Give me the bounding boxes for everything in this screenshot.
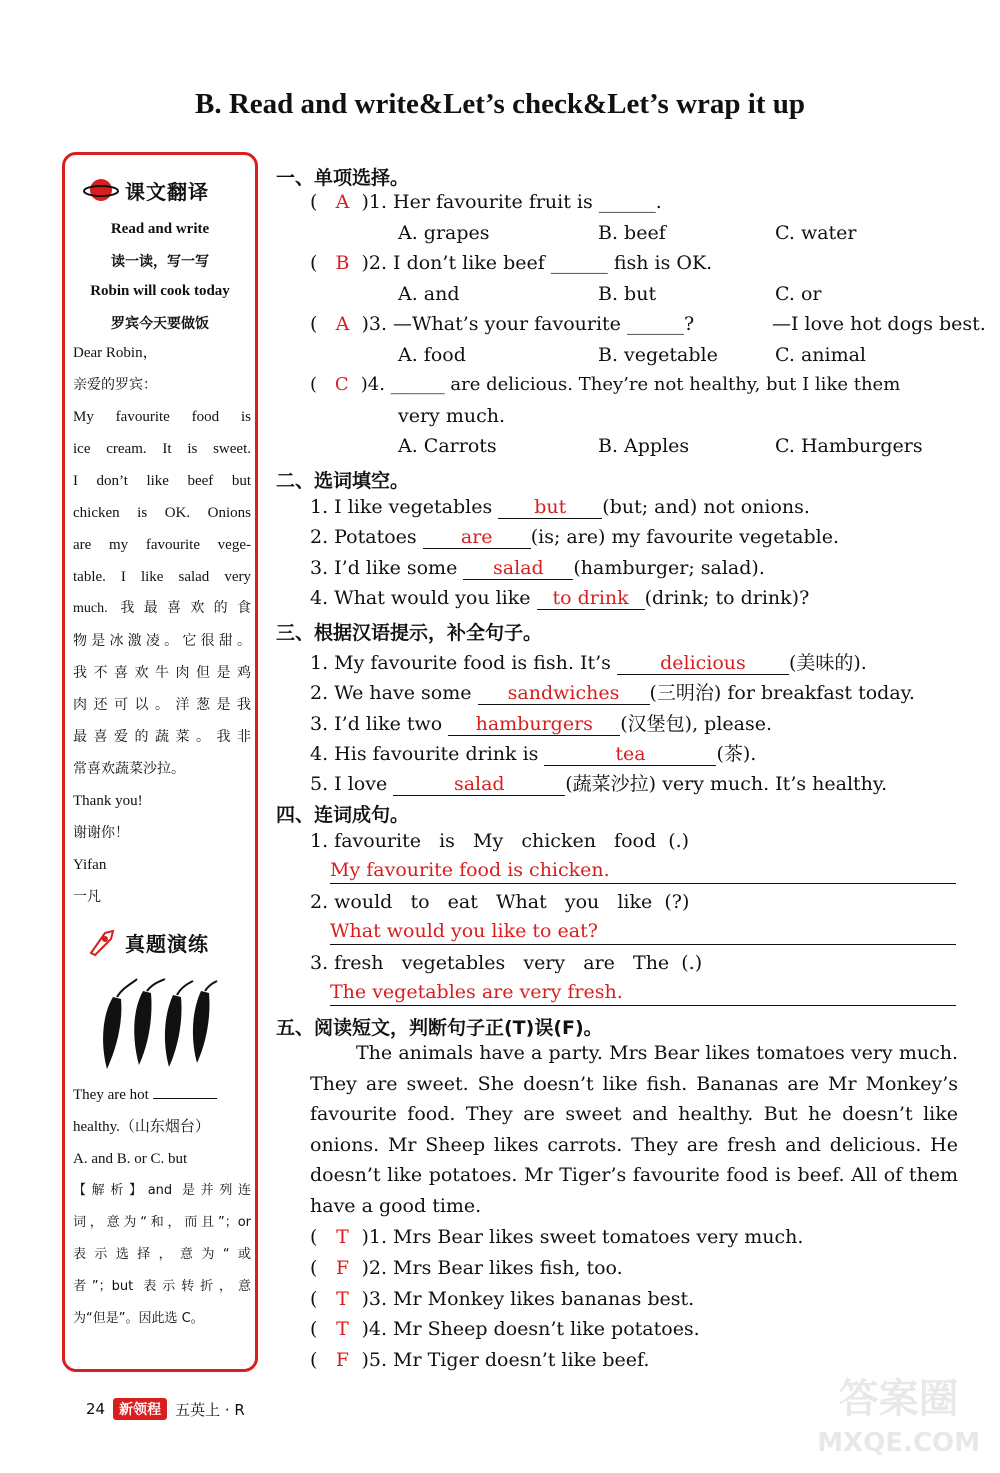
fill-prefix: 2. We have some [310,682,472,704]
judge-answer: F [335,1349,350,1371]
section-3-heading: 三、根据汉语提示，补全句子。 [276,622,543,644]
analysis-line: 【解析】and 是并列连 [73,1183,251,1198]
fill-suffix: (drink; to drink)? [644,587,810,609]
fill-prefix: 2. Potatoes [310,526,417,548]
analysis-line: 者”；but 表示转折，意 [73,1279,251,1294]
question-extra: —I love hot dogs best. [772,313,986,335]
option-a: A. food [398,344,466,366]
sidebar-sub-3: Robin will cook today [90,283,230,299]
option-c: C. or [775,283,822,305]
sentence-answer: The vegetables are very fresh. [330,981,956,1006]
exam-question-line: healthy.（山东烟台） [73,1119,210,1135]
letter-line: are my favourite vege- [73,537,251,553]
option-b: B. vegetable [598,344,718,366]
question-row: ( C )4. ______ are delicious. They’re not healthy, but I like them [310,374,901,395]
exam-question-line [73,1087,251,1103]
fill-prefix: 1. My favourite food is fish. It’s [310,652,611,674]
judge-row: ( T )4. Mr Sheep doesn’t like potatoes. [310,1318,700,1340]
question-stem: )1. Her favourite fruit is ______. [361,191,662,213]
letter-line: Dear Robin， [73,345,158,361]
judge-row: ( T )3. Mr Monkey likes bananas best. [310,1288,695,1310]
fill-suffix: (三明治) for breakfast today. [649,682,915,704]
fill-answer: salad [393,773,565,796]
page-footer [86,1398,245,1420]
letter-line: 一凡 [73,889,101,905]
section-4-heading: 四、连词成句。 [276,804,410,826]
judge-answer: F [335,1257,350,1279]
letter-line: table. I like salad very [73,569,251,585]
brand-logo: 新领程 [113,1398,167,1420]
letter-line: 常喜欢蔬菜沙拉。 [73,761,185,777]
fill-row [310,557,765,580]
letter-line: My favourite food is [73,409,251,425]
fill-prefix: 3. I’d like two [310,713,443,735]
rocket-icon [83,927,119,957]
sentence-answer: My favourite food is chicken. [330,859,956,884]
exam-heading-text: 真题演练 [125,931,209,956]
letter-line: 亲爱的罗宾： [73,377,157,393]
letter-line: 我不喜欢牛肉但是鸡 [73,665,251,681]
judge-row: ( T )1. Mrs Bear likes sweet tomatoes very much. [310,1226,804,1248]
exam-heading [83,927,209,957]
section-2-heading: 二、选词填空。 [276,470,410,492]
letter-line: ice cream. It is sweet. [73,441,251,457]
sidebar-sub-1: Read and write [110,221,210,237]
fill-suffix: (but; and) not onions. [602,496,810,518]
option-c: C. water [775,222,857,244]
question-stem: )2. I don’t like beef ______ fish is OK. [361,252,713,274]
question-row: ( A )1. Her favourite fruit is ______. [310,191,662,213]
fill-answer: delicious [617,652,789,675]
option-a: A. Carrots [398,435,497,457]
judge-answer: T [336,1288,349,1310]
watermark [817,1377,980,1465]
scrambled-words: 2. would to eat What you like (?) [310,891,690,913]
exam-options: A. and B. or C. but [73,1151,188,1167]
scrambled-words: 1. favourite is My chicken food (.) [310,830,690,852]
judge-answer: T [336,1226,349,1248]
question-cont: very much. [398,405,506,427]
fill-suffix: (茶). [716,743,757,765]
fill-prefix: 5. I love [310,773,388,795]
translation-heading-text: 课文翻译 [125,179,209,204]
page-title: B. Read and write&Let’s check&Let’s wrap it up [194,88,806,120]
sidebar-sub-4: 罗宾今天要做饭 [111,316,209,332]
sidebar-sub-2: 读一读，写一写 [111,254,209,270]
fill-answer: hamburgers [448,713,620,736]
scrambled-words: 3. fresh vegetables very are The (.) [310,952,703,974]
exam-blank [153,1098,217,1099]
option-b: B. but [598,283,657,305]
fill-row [310,739,756,766]
letter-line: Thank you! [73,793,143,809]
answer: B [335,252,350,274]
fill-answer: are [423,526,531,549]
option-c: C. Hamburgers [775,435,923,457]
option-a: A. and [398,283,460,305]
watermark-line-2: MXQE.COM [817,1428,980,1458]
option-b: B. beef [598,222,666,244]
judge-statement: )5. Mr Tiger doesn’t like beef. [361,1349,650,1371]
fill-prefix: 1. I like vegetables [310,496,493,518]
fill-suffix: (汉堡包), please. [620,713,772,735]
fill-prefix: 4. What would you like [310,587,531,609]
letter-line: 谢谢你！ [73,825,129,841]
question-row: ( B )2. I don’t like beef ______ fish is OK. [310,252,713,274]
analysis-line: 表示选择，意为“或 [73,1247,251,1262]
fill-suffix: (hamburger; salad). [573,557,765,579]
letter-line: much. 我最喜欢的食 [73,601,251,616]
fill-prefix: 3. I’d like some [310,557,458,579]
question-stem: )4. ______ are delicious. They’re not healthy, but I like them [360,374,901,395]
fill-answer: to drink [537,587,645,610]
option-c: C. animal [775,344,867,366]
question-stem: )3. —What’s your favourite ______? [361,313,695,335]
translation-heading [83,175,209,205]
answer: A [335,191,350,213]
judge-statement: )2. Mrs Bear likes fish, too. [361,1257,623,1279]
judge-answer: T [336,1318,349,1340]
analysis-line: 为“但是”。因此选 C。 [73,1311,204,1326]
fill-suffix: (美味的). [788,652,867,674]
letter-line: 肉还可以。洋葱是我 [73,697,251,713]
fill-prefix: 4. His favourite drink is [310,743,539,765]
section-1-heading: 一、单项选择。 [276,167,410,189]
sidebar-panel [62,152,258,1372]
judge-statement: )1. Mrs Bear likes sweet tomatoes very much. [361,1226,804,1248]
fill-suffix: (is; are) my favourite vegetable. [530,526,839,548]
fill-row [310,769,887,796]
option-a: A. grapes [398,222,490,244]
judge-statement: )3. Mr Monkey likes bananas best. [361,1288,695,1310]
fill-row [310,587,809,610]
fill-answer: tea [544,743,716,766]
judge-row: ( F )5. Mr Tiger doesn’t like beef. [310,1349,650,1371]
fill-row [310,526,839,549]
letter-line: I don’t like beef but [73,473,251,489]
answer: A [335,313,350,335]
letter-line: Yifan [73,857,107,873]
analysis-line: 词，意为“和，而且”；or [73,1215,251,1230]
option-b: B. Apples [598,435,690,457]
chili-peppers-image [93,977,223,1077]
exam-question-text: They are hot [73,1087,149,1103]
letter-line: chicken is OK. Onions [73,505,251,521]
letter-line: 最喜爱的蔬菜。我非 [73,729,251,745]
section-5-heading: 五、阅读短文，判断句子正(T)误(F)。 [276,1017,603,1039]
page-number: 24 [86,1400,106,1418]
book-label: 五英上 · R [175,1400,245,1419]
sentence-answer: What would you like to eat? [330,920,956,945]
answer: C [334,374,349,395]
fill-suffix: (蔬菜沙拉) very much. It’s healthy. [565,773,888,795]
question-row: ( A )3. —What’s your favourite ______? [310,313,695,335]
letter-line: 物是冰激凌。它很甜。 [73,633,251,649]
judge-row: ( F )2. Mrs Bear likes fish, too. [310,1257,623,1279]
fill-answer: sandwiches [478,682,650,705]
fill-row [310,709,772,736]
planet-icon [83,175,119,205]
judge-statement: )4. Mr Sheep doesn’t like potatoes. [361,1318,700,1340]
fill-row [310,678,915,705]
fill-row [310,648,867,675]
watermark-line-1: 答案圈 [838,1376,959,1422]
fill-answer: salad [463,557,573,580]
fill-answer: but [498,496,602,519]
reading-passage: The animals have a party. Mrs Bear likes tomatoes very much. They are sweet. She doesn’t like fish. Bananas are Mr Monkey’s favourite food. They are sweet and healthy. But he doesn’t like onions. Mr Sheep likes carrots. They are fresh and delicious. He doesn’t like potatoes. Mr Tiger’s favourite food is beef. All of them have a good time. [310,1042,958,1217]
fill-row [310,496,810,519]
